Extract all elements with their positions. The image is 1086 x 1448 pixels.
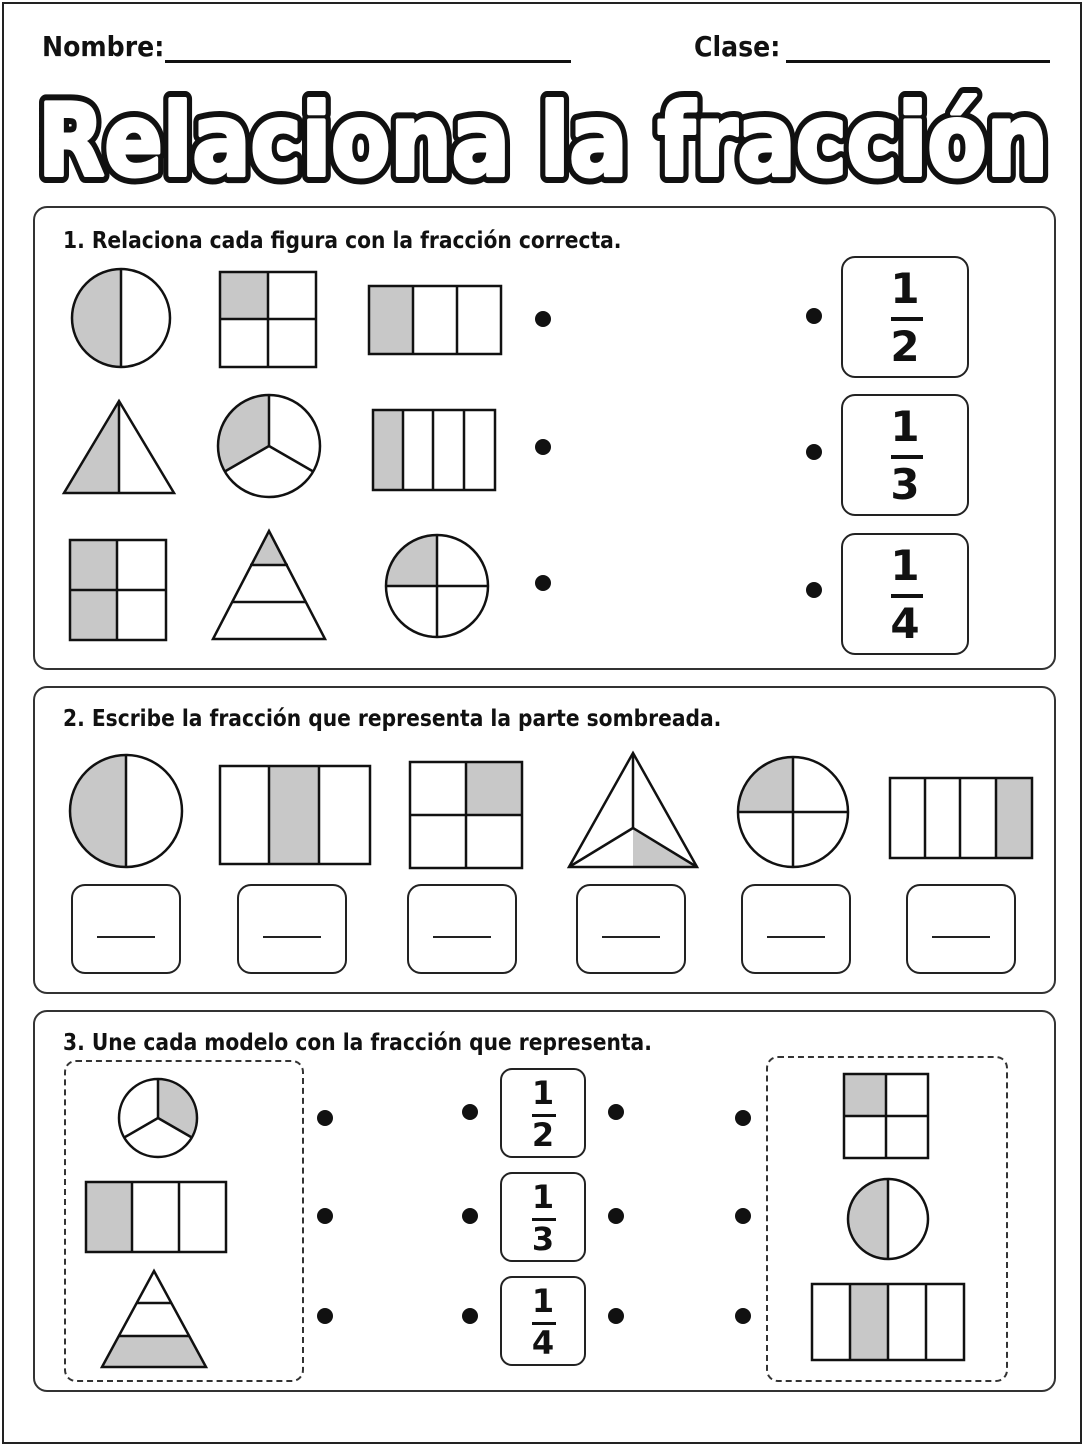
triangle-third-figure xyxy=(210,528,328,642)
model-dot-left-3[interactable] xyxy=(317,1308,333,1324)
answer-box-1[interactable] xyxy=(71,884,181,974)
fraction-box-quarter xyxy=(500,1276,586,1366)
answer-line xyxy=(767,936,825,938)
page-title xyxy=(20,80,1066,200)
title-outline: Relaciona la fracción xyxy=(38,82,1048,199)
section-1-instruction: 1. Relaciona cada figura con la fracción correcta. xyxy=(63,228,622,254)
bar-second-quarter-figure xyxy=(810,1282,966,1362)
fraction-box-third xyxy=(500,1172,586,1262)
model-dot-right-3[interactable] xyxy=(735,1308,751,1324)
answer-line xyxy=(932,936,990,938)
fraction-numerator: 1 xyxy=(531,1178,555,1216)
answer-box-5[interactable] xyxy=(741,884,851,974)
bar-third-figure xyxy=(367,284,503,356)
fraction-box-half xyxy=(841,256,969,378)
title-fill: Relaciona la fracción xyxy=(38,82,1048,199)
fraction-denominator: 4 xyxy=(531,1324,555,1362)
section-2 xyxy=(33,686,1056,994)
answer-box-6[interactable] xyxy=(906,884,1016,974)
triangle-half-figure xyxy=(61,398,177,496)
fraction-denominator: 3 xyxy=(531,1220,555,1258)
match-dot-left-3[interactable] xyxy=(535,575,551,591)
fraction-bar xyxy=(891,455,923,459)
answer-line xyxy=(602,936,660,938)
class-field-line[interactable] xyxy=(786,60,1050,63)
class-label: Clase: xyxy=(694,30,781,63)
fraction-box-third xyxy=(841,394,969,516)
circle-quarter-figure xyxy=(735,754,851,870)
square-half-figure xyxy=(68,538,168,642)
fraction-dot-right-3[interactable] xyxy=(608,1308,624,1324)
answer-box-3[interactable] xyxy=(407,884,517,974)
fraction-numerator: 1 xyxy=(890,402,920,451)
section-1 xyxy=(33,206,1056,670)
model-dot-left-1[interactable] xyxy=(317,1110,333,1126)
circle-third-figure xyxy=(116,1076,200,1160)
fraction-box-quarter xyxy=(841,533,969,655)
fraction-denominator: 4 xyxy=(890,599,920,648)
fraction-dot-left-2[interactable] xyxy=(462,1208,478,1224)
answer-box-4[interactable] xyxy=(576,884,686,974)
answer-line xyxy=(433,936,491,938)
square-quarter-figure xyxy=(218,270,320,370)
fraction-bar xyxy=(891,594,923,598)
circle-quarter-figure xyxy=(383,532,491,640)
triangle-bottom-third-figure xyxy=(99,1268,209,1370)
fraction-bar xyxy=(891,317,923,321)
fraction-numerator: 1 xyxy=(531,1074,555,1112)
fraction-numerator: 1 xyxy=(531,1282,555,1320)
circle-third-figure xyxy=(215,392,323,500)
fraction-denominator: 2 xyxy=(890,322,920,371)
name-label: Nombre: xyxy=(42,30,165,63)
fraction-denominator: 2 xyxy=(531,1116,555,1154)
match-dot-right-1[interactable] xyxy=(806,308,822,324)
answer-line xyxy=(97,936,155,938)
triangle-third-figure xyxy=(566,750,700,870)
match-dot-left-2[interactable] xyxy=(535,439,551,455)
circle-half-figure xyxy=(67,752,185,870)
fraction-numerator: 1 xyxy=(890,264,920,313)
model-dot-right-2[interactable] xyxy=(735,1208,751,1224)
bar-third-figure xyxy=(84,1180,228,1254)
circle-half-figure xyxy=(69,266,173,370)
circle-half-figure xyxy=(845,1176,931,1262)
section-2-instruction: 2. Escribe la fracción que representa la parte sombreada. xyxy=(63,706,722,732)
fraction-dot-right-2[interactable] xyxy=(608,1208,624,1224)
answer-line xyxy=(263,936,321,938)
match-dot-right-2[interactable] xyxy=(806,444,822,460)
answer-box-2[interactable] xyxy=(237,884,347,974)
square-quarter-figure xyxy=(842,1072,930,1160)
fraction-numerator: 1 xyxy=(890,541,920,590)
square-quarter-figure xyxy=(408,760,524,870)
fraction-dot-left-3[interactable] xyxy=(462,1308,478,1324)
model-dot-right-1[interactable] xyxy=(735,1110,751,1126)
fraction-dot-left-1[interactable] xyxy=(462,1104,478,1120)
section-3 xyxy=(33,1010,1056,1392)
match-dot-left-1[interactable] xyxy=(535,311,551,327)
bar-last-quarter-figure xyxy=(888,776,1034,860)
name-field-line[interactable] xyxy=(165,60,571,63)
fraction-box-half xyxy=(500,1068,586,1158)
model-dot-left-2[interactable] xyxy=(317,1208,333,1224)
match-dot-right-3[interactable] xyxy=(806,582,822,598)
section-3-instruction: 3. Une cada modelo con la fracción que representa. xyxy=(63,1030,652,1056)
bar-middle-third-figure xyxy=(218,764,372,866)
fraction-denominator: 3 xyxy=(890,460,920,509)
bar-quarter-figure xyxy=(371,408,497,492)
fraction-dot-right-1[interactable] xyxy=(608,1104,624,1120)
